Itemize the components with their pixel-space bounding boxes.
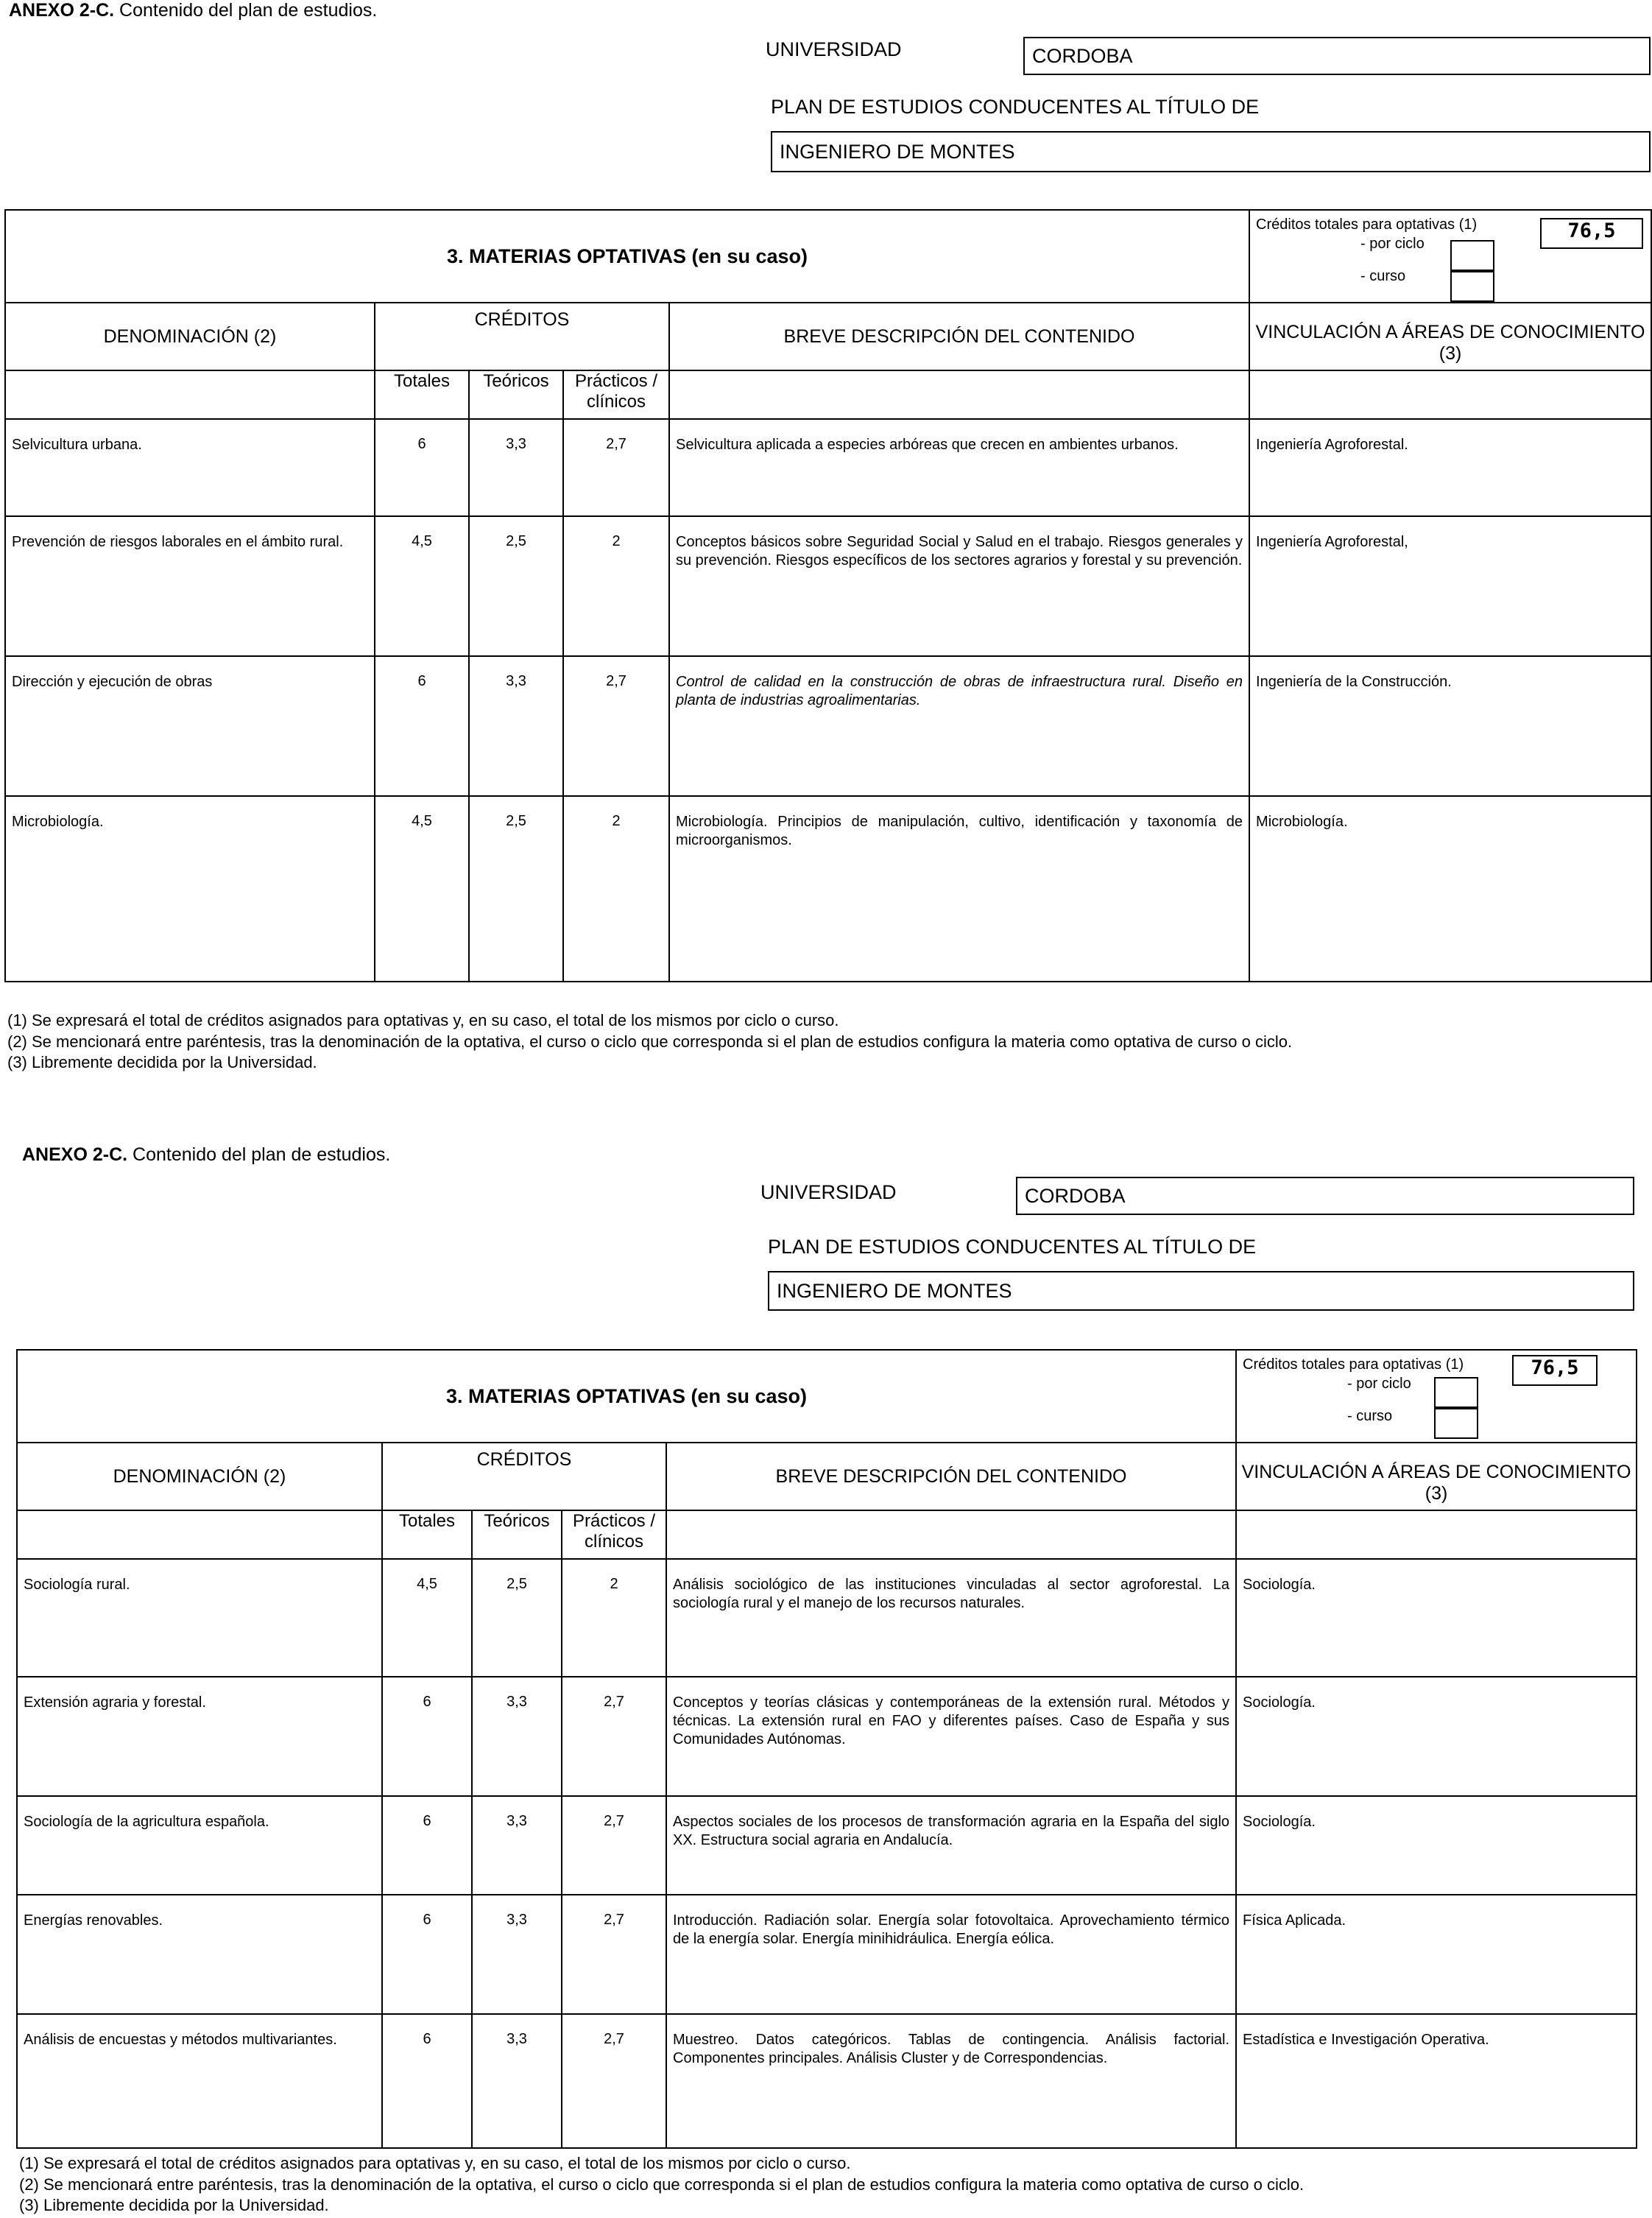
table-title: 3. MATERIAS OPTATIVAS (en su caso): [17, 1350, 1236, 1443]
footnote-1: (1) Se expresará el total de créditos asignados para optativas y, en su caso, el total de los mismos por ciclo o curso.: [7, 1011, 839, 1029]
row-practicos: 2,7: [563, 656, 669, 796]
col-vinculacion: VINCULACIÓN A ÁREAS DE CONOCIMIENTO (3): [1249, 303, 1651, 370]
row-area: Ingeniería Agroforestal.: [1249, 419, 1651, 516]
row-teoricos: 3,3: [469, 656, 563, 796]
row-practicos: 2,7: [562, 1895, 666, 2014]
row-totales: 6: [382, 1677, 472, 1796]
row-teoricos: 3,3: [469, 419, 563, 516]
row-teoricos: 2,5: [472, 1559, 562, 1677]
creditos-totales-label: Créditos totales para optativas (1): [1256, 216, 1478, 233]
row-name: Dirección y ejecución de obras: [5, 656, 375, 796]
table-row: [17, 1677, 1637, 1796]
row-name: Sociología de la agricultura española.: [17, 1796, 382, 1895]
table-row: [5, 419, 1651, 516]
plan-label: PLAN DE ESTUDIOS CONDUCENTES AL TÍTULO DE: [771, 96, 1260, 118]
por-ciclo-box: [1450, 240, 1494, 272]
row-teoricos: 2,5: [469, 796, 563, 982]
table-row: [5, 796, 1651, 982]
sub-empty: [666, 1510, 1236, 1559]
row-descripcion: Conceptos y teorías clásicas y contemporáneas de la extensión rural. Métodos y técnicas. La extensión rural en FAO y diferentes países. Caso de España y sus Comunidades Autónomas.: [666, 1677, 1236, 1796]
por-ciclo-label: - por ciclo: [1347, 1376, 1411, 1392]
row-totales: 6: [382, 2014, 472, 2148]
plan-label: PLAN DE ESTUDIOS CONDUCENTES AL TÍTULO DE: [768, 1236, 1257, 1258]
row-practicos: 2,7: [562, 2014, 666, 2148]
row-descripcion: Control de calidad en la construcción de obras de infraestructura rural. Diseño en planta de industrias agroalimentarias.: [669, 656, 1249, 796]
footnote-2: (2) Se mencionará entre paréntesis, tras la denominación de la optativa, el curso o ciclo que corresponda si el plan de estudios configura la materia como optativa de curso o ciclo.: [19, 2175, 1305, 2194]
col-vinculacion: VINCULACIÓN A ÁREAS DE CONOCIMIENTO (3): [1236, 1443, 1637, 1510]
row-descripcion: Microbiología. Principios de manipulación, cultivo, identificación y taxonomía de microorganismos.: [669, 796, 1249, 982]
row-area: Ingeniería de la Construcción.: [1249, 656, 1651, 796]
row-name: Prevención de riesgos laborales en el ámbito rural.: [5, 516, 375, 656]
footnote-3: (3) Libremente decidida por la Universidad.: [19, 2196, 329, 2215]
row-name: Selvicultura urbana.: [5, 419, 375, 516]
row-name: Extensión agraria y forestal.: [17, 1677, 382, 1796]
row-practicos: 2,7: [562, 1796, 666, 1895]
row-area: Sociología.: [1236, 1559, 1637, 1677]
footnotes: [7, 1010, 1292, 1074]
sub-teoricos: Teóricos: [472, 1510, 562, 1559]
row-area: Microbiología.: [1249, 796, 1651, 982]
footnote-2: (2) Se mencionará entre paréntesis, tras la denominación de la optativa, el curso o ciclo que corresponda si el plan de estudios configura la materia como optativa de curso o ciclo.: [7, 1032, 1293, 1051]
footnote-3: (3) Libremente decidida por la Universidad.: [7, 1053, 317, 1072]
col-creditos: CRÉDITOS: [382, 1443, 666, 1510]
col-descripcion: BREVE DESCRIPCIÓN DEL CONTENIDO: [666, 1443, 1236, 1510]
creditos-totales-value: 76,5: [1540, 218, 1643, 249]
row-name: Sociología rural.: [17, 1559, 382, 1677]
row-teoricos: 3,3: [472, 1677, 562, 1796]
row-teoricos: 3,3: [472, 1796, 562, 1895]
por-ciclo-box: [1434, 1377, 1478, 1409]
table-row: [17, 1796, 1637, 1895]
row-area: Física Aplicada.: [1236, 1895, 1637, 2014]
row-name: Microbiología.: [5, 796, 375, 982]
materias-table: [16, 1349, 1637, 2149]
table-row: [5, 516, 1651, 656]
sub-practicos: Prácticos / clínicos: [563, 370, 669, 419]
row-area: Estadística e Investigación Operativa.: [1236, 2014, 1637, 2148]
creditos-totales-label: Créditos totales para optativas (1): [1243, 1356, 1464, 1373]
footnote-1: (1) Se expresará el total de créditos asignados para optativas y, en su caso, el total de los mismos por ciclo o curso.: [19, 2154, 851, 2172]
sub-teoricos: Teóricos: [469, 370, 563, 419]
anexo-heading: ANEXO 2-C. Contenido del plan de estudios.: [22, 1144, 391, 1165]
row-descripcion: Muestreo. Datos categóricos. Tablas de contingencia. Análisis factorial. Componentes principales. Análisis Cluster y de Correspondencias.: [666, 2014, 1236, 2148]
creditos-totales-value: 76,5: [1512, 1355, 1598, 1386]
curso-label: - curso: [1347, 1408, 1393, 1424]
row-descripcion: Conceptos básicos sobre Seguridad Social y Salud en el trabajo. Riesgos generales y su prevención. Riesgos específicos de los sectores agrarios y forestal y su prevención.: [669, 516, 1249, 656]
materias-table: [4, 209, 1652, 982]
creditos-totales-cell: [1249, 210, 1651, 303]
table-row: [17, 1895, 1637, 2014]
row-totales: 6: [382, 1796, 472, 1895]
row-totales: 6: [375, 656, 469, 796]
table-row: [5, 656, 1651, 796]
sub-empty: [17, 1510, 382, 1559]
universidad-field: CORDOBA: [1016, 1177, 1634, 1215]
row-name: Energías renovables.: [17, 1895, 382, 2014]
row-practicos: 2,7: [563, 419, 669, 516]
row-area: Sociología.: [1236, 1796, 1637, 1895]
row-teoricos: 3,3: [472, 1895, 562, 2014]
col-denominacion: DENOMINACIÓN (2): [5, 303, 375, 370]
row-practicos: 2,7: [562, 1677, 666, 1796]
footnotes: [19, 2153, 1304, 2217]
table-row: [17, 2014, 1637, 2148]
col-denominacion: DENOMINACIÓN (2): [17, 1443, 382, 1510]
row-totales: 6: [382, 1895, 472, 2014]
row-descripcion: Selvicultura aplicada a especies arbóreas que crecen en ambientes urbanos.: [669, 419, 1249, 516]
curso-label: - curso: [1360, 268, 1406, 284]
anexo-heading: ANEXO 2-C. Contenido del plan de estudios.: [9, 0, 378, 21]
curso-box: [1434, 1407, 1478, 1439]
row-totales: 4,5: [375, 516, 469, 656]
row-totales: 6: [375, 419, 469, 516]
row-totales: 4,5: [382, 1559, 472, 1677]
row-practicos: 2: [563, 796, 669, 982]
row-teoricos: 3,3: [472, 2014, 562, 2148]
col-creditos: CRÉDITOS: [375, 303, 669, 370]
row-descripcion: Aspectos sociales de los procesos de transformación agraria en la España del siglo XX. Estructura social agraria en Andalucía.: [666, 1796, 1236, 1895]
row-teoricos: 2,5: [469, 516, 563, 656]
universidad-label: UNIVERSIDAD: [766, 38, 902, 60]
row-area: Sociología.: [1236, 1677, 1637, 1796]
sub-totales: Totales: [375, 370, 469, 419]
row-area: Ingeniería Agroforestal,: [1249, 516, 1651, 656]
row-practicos: 2: [563, 516, 669, 656]
row-name: Análisis de encuestas y métodos multivariantes.: [17, 2014, 382, 2148]
row-totales: 4,5: [375, 796, 469, 982]
sub-empty: [669, 370, 1249, 419]
sub-empty: [5, 370, 375, 419]
universidad-field: CORDOBA: [1023, 37, 1651, 75]
row-descripcion: Análisis sociológico de las instituciones vinculadas al sector agroforestal. La sociología rural y el manejo de los recursos naturales.: [666, 1559, 1236, 1677]
titulo-field: INGENIERO DE MONTES: [771, 131, 1651, 172]
sub-totales: Totales: [382, 1510, 472, 1559]
por-ciclo-label: - por ciclo: [1360, 236, 1425, 252]
titulo-field: INGENIERO DE MONTES: [768, 1271, 1634, 1311]
table-title: 3. MATERIAS OPTATIVAS (en su caso): [5, 210, 1249, 303]
universidad-label: UNIVERSIDAD: [760, 1181, 897, 1203]
row-practicos: 2: [562, 1559, 666, 1677]
table-row: [17, 1559, 1637, 1677]
sub-empty: [1236, 1510, 1637, 1559]
sub-practicos: Prácticos / clínicos: [562, 1510, 666, 1559]
curso-box: [1450, 270, 1494, 302]
row-descripcion: Introducción. Radiación solar. Energía solar fotovoltaica. Aprovechamiento térmico de la energía solar. Energía minihidráulica. Energía eólica.: [666, 1895, 1236, 2014]
sub-empty: [1249, 370, 1651, 419]
col-descripcion: BREVE DESCRIPCIÓN DEL CONTENIDO: [669, 303, 1249, 370]
creditos-totales-cell: [1236, 1350, 1637, 1443]
